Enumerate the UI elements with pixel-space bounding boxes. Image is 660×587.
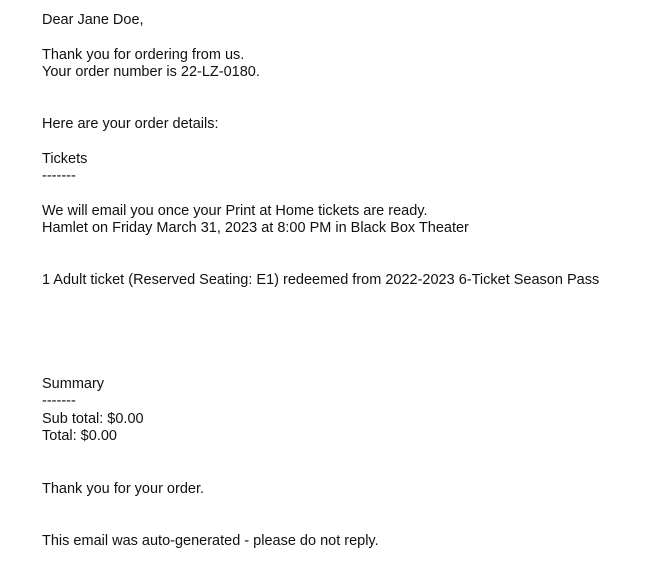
total-line: Total: $0.00 [42, 428, 117, 444]
details-intro: Here are your order details: [42, 116, 219, 132]
closing-thanks: Thank you for your order. [42, 481, 204, 497]
greeting: Dear Jane Doe, [42, 12, 144, 28]
print-notice: We will email you once your Print at Home tickets are ready. [42, 203, 428, 219]
order-number-line: Your order number is 22-LZ-0180. [42, 64, 260, 80]
summary-separator: ------- [42, 393, 76, 409]
thanks-line: Thank you for ordering from us. [42, 47, 245, 63]
tickets-heading: Tickets [42, 151, 88, 167]
event-line: Hamlet on Friday March 31, 2023 at 8:00 PM in Black Box Theater [42, 220, 469, 236]
ticket-line: 1 Adult ticket (Reserved Seating: E1) redeemed from 2022-2023 6-Ticket Season Pass [42, 272, 600, 288]
tickets-separator: ------- [42, 168, 76, 184]
summary-heading: Summary [42, 376, 105, 392]
subtotal-line: Sub total: $0.00 [42, 411, 144, 427]
auto-generated-note: This email was auto-generated - please do not reply. [42, 533, 379, 549]
